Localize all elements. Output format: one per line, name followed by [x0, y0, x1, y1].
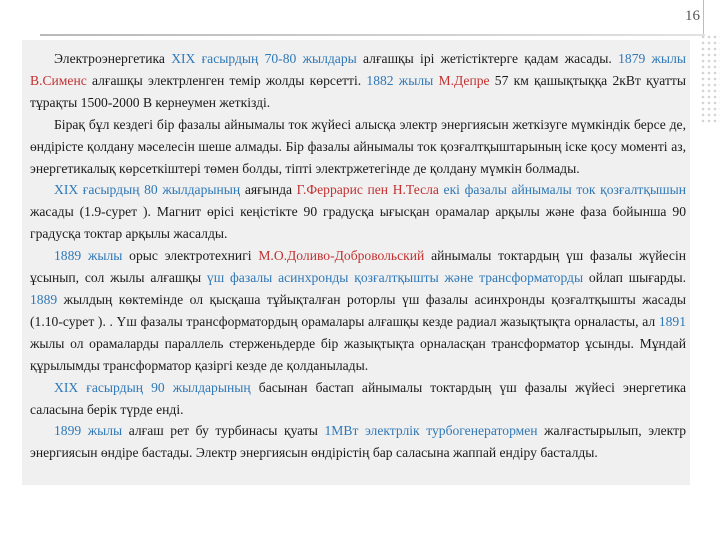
text-run: басынан бастап айнымалы токтардың үш фазалы жүйесі энергетика саласына берік түрде енді.: [30, 379, 686, 417]
text-run: жылдың көктемінде ол қысқаша тұйықталған роторлы үш фазалы асинхронды қозғалтқышты жасады (1.10-сурет ). . Үш фазалы трансформатордың орамалары алғашқы кезде радиал жазықтықта орналасты, ал: [30, 291, 686, 329]
text-run: жалғастырылып, электр энергиясын өндіре бастады. Электр энергиясын өндірістің бар саласына жаппай ендіру басталды.: [30, 423, 686, 461]
page-number: 16: [685, 8, 700, 24]
highlighted-text: 1879 жылы: [618, 51, 686, 66]
highlighted-text: 1891: [658, 313, 686, 329]
text-run: жылы ол орамаларды параллель стерженьдерде бір жазықтықта орналасқан трансформатор ұсынды. Мұндай құрылымды трансформатор қазіргі кезде де қолданылады.: [30, 335, 686, 373]
highlighted-text: екі фазалы айнымалы ток қозғалтқышын: [438, 182, 686, 198]
highlighted-text: XIX ғасырдың 70-80 жылдары: [171, 51, 357, 66]
highlighted-text: В.Сименс: [30, 72, 87, 88]
highlighted-text: 1882 жылы: [366, 72, 439, 88]
paragraph-2: [30, 114, 686, 180]
highlighted-text: үш фазалы асинхронды қозғалтқышты және трансформаторды: [206, 270, 584, 286]
header-rule: [40, 34, 705, 36]
dot-pattern-decoration: [700, 34, 720, 124]
highlighted-text: Г.Феррарис пен Н.Тесла: [296, 182, 439, 198]
text-run: айнымалы токтардың үш фазалы жүйесін ұсынып, сол жылы алғашқы: [30, 248, 686, 286]
side-rule: [703, 0, 704, 34]
highlighted-text: 1899 жылы: [54, 423, 123, 439]
highlighted-text: XIX ғасырдың 80 жылдарының: [54, 182, 241, 198]
highlighted-text: М.О.Доливо-Добровольский: [258, 248, 425, 264]
text-run: алғашқы ірі жетістіктерге қадам жасады.: [356, 51, 619, 66]
paragraph-1: [30, 48, 686, 114]
text-run: аяғында: [240, 182, 297, 198]
text-run: алғашқы электрленген темір жолды көрсетті.: [86, 72, 367, 88]
text-run: алғаш рет бу турбинасы қуаты: [122, 423, 325, 439]
paragraph-3: [30, 179, 686, 245]
text-run: Бірақ бұл кездегі бір фазалы айнымалы ток жүйесі алысқа электр энергиясын жеткізуге мүмкіндік берсе де, өндірісте қолдану мәселесін шеше алмады. Бір фазалы айнымалы ток қозғалтқыштарының іске қосу моменті аз, энергетикалық көрсеткіштері төмен болды, тіпті электржетегінде де қолдану мүмкін болмады.: [30, 116, 686, 176]
text-run: 57 км қашықтыққа 2кВт қуатты тұрақты 1500-2000 В кернеумен жеткізді.: [30, 72, 686, 110]
text-run: орыс электротехнигі: [122, 248, 259, 264]
highlighted-text: 1889 жылы: [54, 248, 123, 264]
paragraph-4: [30, 245, 686, 376]
paragraph-5: [30, 377, 686, 421]
text-run: Электроэнергетика: [54, 51, 172, 66]
highlighted-text: 1МВт электрлік турбогенератормен: [324, 423, 538, 439]
text-run: ойлап шығарды.: [583, 270, 686, 286]
highlighted-text: XIX ғасырдың 90 жылдарының: [54, 379, 251, 395]
body-text: [30, 48, 686, 464]
paragraph-6: [30, 420, 686, 464]
text-run: жасады (1.9-сурет ). Магнит өрісі кеңістікте 90 градусқа ығысқан орамалар арқылы және фаза бойынша 90 градусқа токтар арқылы жасалды.: [30, 204, 686, 242]
highlighted-text: М.Депре: [438, 72, 490, 88]
highlighted-text: 1889: [30, 291, 58, 307]
